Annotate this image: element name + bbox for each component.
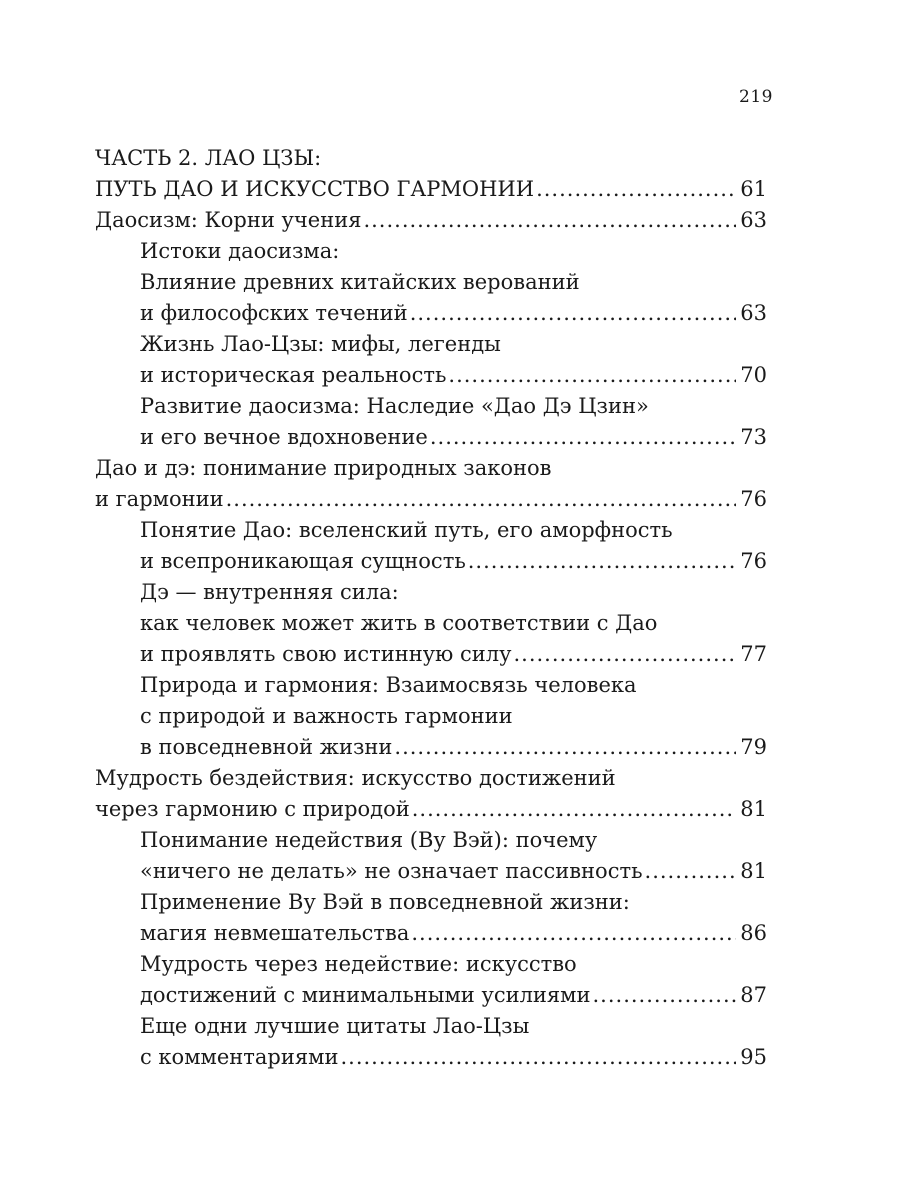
toc-line bbox=[95, 515, 767, 546]
toc-line bbox=[95, 329, 767, 360]
toc-entry[interactable] bbox=[95, 391, 767, 453]
table-of-contents bbox=[95, 143, 767, 1073]
toc-entry-title: с комментариями bbox=[140, 1045, 339, 1069]
toc-entry-title: Понимание недействия (Ву Вэй): почему bbox=[140, 828, 598, 852]
toc-page-number: 61 bbox=[740, 177, 767, 201]
toc-page-number: 77 bbox=[740, 642, 767, 666]
toc-entry-title: и проявлять свою истинную силу bbox=[140, 642, 512, 666]
page-number: 219 bbox=[739, 87, 773, 107]
toc-line bbox=[95, 949, 767, 980]
toc-line bbox=[95, 732, 767, 763]
toc-entry-title: Жизнь Лао-Цзы: мифы, легенды bbox=[140, 332, 501, 356]
toc-page-number: 79 bbox=[740, 735, 767, 759]
toc-entry-title: с природой и важность гармонии bbox=[140, 704, 513, 728]
toc-entry-title: в повседневной жизни bbox=[140, 735, 393, 759]
toc-entry-title: через гармонию с природой bbox=[95, 797, 410, 821]
toc-line bbox=[95, 980, 767, 1011]
toc-entry-title: как человек может жить в соответствии с Дао bbox=[140, 611, 658, 635]
dot-leader bbox=[513, 639, 736, 670]
toc-entry-title: и всепроникающая сущность bbox=[140, 549, 466, 573]
toc-entry[interactable] bbox=[95, 453, 767, 515]
toc-entry[interactable] bbox=[95, 205, 767, 236]
toc-entry-title: Мудрость бездействия: искусство достижений bbox=[95, 766, 616, 790]
toc-line bbox=[95, 794, 767, 825]
toc-entry[interactable] bbox=[95, 887, 767, 949]
dot-leader bbox=[410, 298, 737, 329]
toc-entry[interactable] bbox=[95, 236, 767, 329]
toc-line bbox=[95, 174, 767, 205]
dot-leader bbox=[226, 484, 737, 515]
dot-leader bbox=[394, 732, 736, 763]
toc-entry-title: Истоки даосизма: bbox=[140, 239, 340, 263]
toc-line bbox=[95, 546, 767, 577]
toc-entry[interactable] bbox=[95, 670, 767, 763]
dot-leader bbox=[448, 360, 736, 391]
toc-entry-title: «ничего не делать» не означает пассивность bbox=[140, 859, 643, 883]
dot-leader bbox=[340, 1042, 736, 1073]
toc-page-number: 86 bbox=[740, 921, 767, 945]
toc-line bbox=[95, 670, 767, 701]
toc-line bbox=[95, 825, 767, 856]
toc-line bbox=[95, 205, 767, 236]
toc-page-number: 70 bbox=[740, 363, 767, 387]
dot-leader bbox=[468, 546, 737, 577]
toc-entry[interactable] bbox=[95, 825, 767, 887]
toc-page-number: 95 bbox=[740, 1045, 767, 1069]
toc-entry-title: и его вечное вдохновение bbox=[140, 425, 428, 449]
toc-page-number: 87 bbox=[740, 983, 767, 1007]
toc-entry[interactable] bbox=[95, 577, 767, 670]
toc-page-number: 76 bbox=[740, 549, 767, 573]
toc-page-number: 76 bbox=[740, 487, 767, 511]
toc-entry-title: Природа и гармония: Взаимосвязь человека bbox=[140, 673, 637, 697]
toc-line bbox=[95, 639, 767, 670]
toc-entry-title: Дао и дэ: понимание природных законов bbox=[95, 456, 552, 480]
dot-leader bbox=[536, 174, 736, 205]
toc-line bbox=[95, 360, 767, 391]
toc-entry-title: и гармонии bbox=[95, 487, 224, 511]
toc-entry-title: Развитие даосизма: Наследие «Дао Дэ Цзин» bbox=[140, 394, 649, 418]
toc-line bbox=[95, 422, 767, 453]
toc-entry[interactable] bbox=[95, 949, 767, 1011]
toc-line bbox=[95, 267, 767, 298]
dot-leader bbox=[411, 918, 736, 949]
toc-entry-title: Еще одни лучшие цитаты Лао-Цзы bbox=[140, 1014, 530, 1038]
toc-entry[interactable] bbox=[95, 515, 767, 577]
toc-entry-title: Дэ — внутренняя сила: bbox=[140, 580, 399, 604]
toc-page-number: 63 bbox=[740, 301, 767, 325]
dot-leader bbox=[363, 205, 736, 236]
dot-leader bbox=[593, 980, 737, 1011]
toc-line bbox=[95, 484, 767, 515]
toc-line bbox=[95, 763, 767, 794]
toc-entry[interactable] bbox=[95, 143, 767, 205]
toc-line bbox=[95, 856, 767, 887]
dot-leader bbox=[645, 856, 737, 887]
toc-entry-title: и философских течений bbox=[140, 301, 408, 325]
toc-entry-title: ЧАСТЬ 2. ЛАО ЦЗЫ: bbox=[95, 146, 322, 170]
toc-entry-title: магия невмешательства bbox=[140, 921, 410, 945]
toc-line bbox=[95, 1011, 767, 1042]
toc-line bbox=[95, 918, 767, 949]
toc-entry-title: Влияние древних китайских верований bbox=[140, 270, 580, 294]
toc-line bbox=[95, 608, 767, 639]
toc-line bbox=[95, 453, 767, 484]
toc-line bbox=[95, 577, 767, 608]
toc-line bbox=[95, 1042, 767, 1073]
toc-line bbox=[95, 887, 767, 918]
toc-line bbox=[95, 143, 767, 174]
toc-line bbox=[95, 391, 767, 422]
toc-entry[interactable] bbox=[95, 763, 767, 825]
toc-entry-title: Мудрость через недействие: искусство bbox=[140, 952, 577, 976]
toc-entry-title: Понятие Дао: вселенский путь, его аморфность bbox=[140, 518, 673, 542]
toc-entry-title: достижений с минимальными усилиями bbox=[140, 983, 591, 1007]
toc-entry[interactable] bbox=[95, 1011, 767, 1073]
toc-line bbox=[95, 236, 767, 267]
toc-entry-title: Применение Ву Вэй в повседневной жизни: bbox=[140, 890, 630, 914]
dot-leader bbox=[430, 422, 736, 453]
toc-page-number: 63 bbox=[740, 208, 767, 232]
toc-entry-title: ПУТЬ ДАО И ИСКУССТВО ГАРМОНИИ bbox=[95, 177, 535, 201]
toc-entry-title: Даосизм: Корни учения bbox=[95, 208, 362, 232]
toc-entry-title: и историческая реальность bbox=[140, 363, 447, 387]
toc-page-number: 81 bbox=[740, 859, 767, 883]
toc-page-number: 81 bbox=[740, 797, 767, 821]
toc-page-number: 73 bbox=[740, 425, 767, 449]
toc-line bbox=[95, 298, 767, 329]
toc-entry[interactable] bbox=[95, 329, 767, 391]
toc-line bbox=[95, 701, 767, 732]
dot-leader bbox=[412, 794, 737, 825]
